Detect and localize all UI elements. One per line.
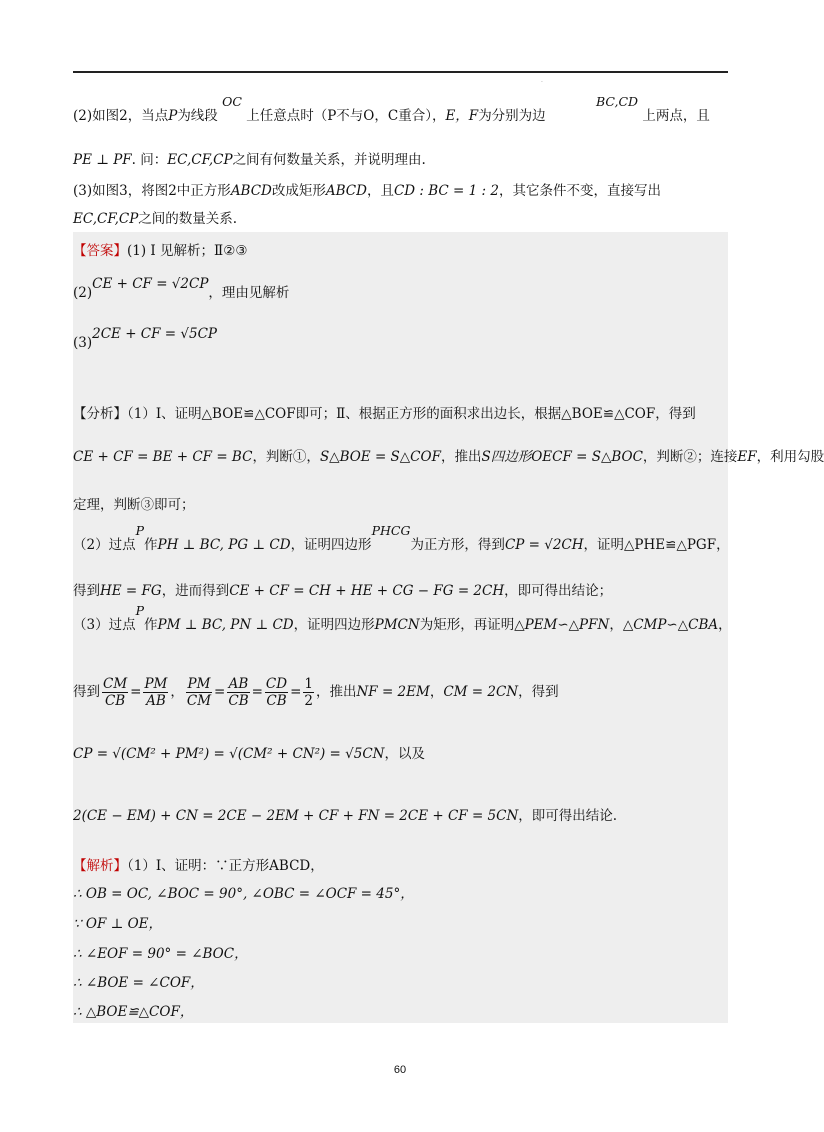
analysis-l5-eq1: HE = FG	[100, 583, 162, 599]
analysis-l9b: ，即可得出结论.	[518, 808, 618, 824]
q3-text4: ，其它条件不变，直接写出	[498, 183, 661, 199]
analysis-l1: （1）Ⅰ、证明△BOE≌△COF即可；Ⅱ、根据正方形的面积求出边长，根据△BOE≌△COF，得到	[127, 406, 696, 422]
analysis-l5e: ，即可得出结论；	[504, 583, 613, 599]
q2-line1	[73, 94, 710, 124]
analysis-l4e: ，证明四边形	[290, 537, 372, 553]
fraction-2: $\frac{PM}{AB}$	[144, 676, 168, 710]
q2-edges: BC,CD	[595, 94, 639, 109]
fraction-1: $\frac{CM}{CB}$	[103, 676, 128, 710]
q3-terms: EC,CF,CP	[73, 211, 139, 227]
answer-1: (1) Ⅰ 见解析；Ⅱ②③	[127, 243, 248, 259]
q3-text3: ，且	[366, 183, 394, 199]
analysis-l6a: （3）过点	[73, 617, 136, 633]
analysis-line8	[73, 746, 425, 762]
analysis-line9	[73, 808, 617, 824]
analysis-l6e: ，证明四边形	[293, 617, 375, 633]
analysis-l5a: 得到	[73, 583, 100, 599]
analysis-l7-eq2: CM = 2CN	[443, 684, 519, 701]
q2-condition: P不与O，C重合），	[327, 108, 446, 124]
q2-rest: 之间有何数量关系，并说明理由.	[232, 152, 426, 168]
analysis-l8b: ，以及	[384, 746, 425, 762]
solution-l1: （1）Ⅰ、证明：∵正方形ABCD，	[127, 858, 324, 874]
solution-l6: ∴ △BOE≌△COF，	[73, 1004, 194, 1020]
answer-3-eq: 2CE + CF = √5CP	[92, 326, 217, 342]
q2-text5: 上两点，且	[642, 108, 710, 124]
q3-line1	[73, 183, 661, 199]
solution-l2: ∴ OB = OC, ∠BOC = 90°, ∠OBC = ∠OCF = 45°，	[73, 886, 414, 902]
q3-line2	[73, 211, 237, 227]
analysis-line1	[73, 406, 696, 422]
answer-2-label: (2)	[73, 285, 93, 301]
analysis-l6-sim1: △PEM∽△PFN	[514, 617, 610, 633]
solution-line1	[73, 858, 324, 874]
analysis-l7e: ，得到	[518, 684, 559, 701]
analysis-l7-eq1: NF = 2EM	[356, 684, 430, 701]
q2-text: (2)如图2，当点	[73, 108, 169, 124]
analysis-l6c: 作	[144, 617, 158, 633]
q3-rect: ABCD	[325, 183, 367, 199]
q3-square: ABCD	[230, 183, 272, 199]
q2-line2	[73, 152, 426, 168]
answer-tag: 【答案】	[73, 243, 127, 259]
analysis-l5c: ，进而得到	[161, 583, 230, 599]
answer-2-eq: CE + CF = √2CP	[92, 276, 209, 292]
answer-2-tail: ，理由见解析	[208, 285, 290, 301]
analysis-line4	[73, 523, 730, 553]
analysis-l4-perp: PH ⊥ BC, PG ⊥ CD	[157, 537, 291, 553]
analysis-eq2: S△BOE = S△COF	[319, 449, 441, 465]
fraction-6: $\frac{1}{2}$	[304, 676, 313, 710]
analysis-t2: ，推出	[440, 449, 482, 465]
header-rule	[73, 71, 728, 73]
analysis-l5-eq2: CE + CF = CH + HE + CG − FG = 2CH	[229, 583, 505, 599]
analysis-l7a: 得到	[73, 684, 100, 701]
analysis-t1: ，判断①，	[252, 449, 320, 465]
page-number: 60	[393, 1064, 407, 1076]
q3-text5: 之间的数量关系.	[138, 211, 238, 227]
solution-l5: ∴ ∠BOE = ∠COF，	[73, 975, 204, 991]
analysis-l8-eq: CP = √(CM² + PM²) = √(CM² + CN²) = √5CN	[73, 746, 385, 762]
analysis-l4-quad: PHCG	[371, 523, 411, 538]
analysis-l4-eq: CP = √2CH	[504, 537, 584, 553]
analysis-tag: 【分析】	[73, 406, 127, 422]
analysis-eq1: CE + CF = BE + CF = BC	[73, 449, 253, 465]
analysis-l4-point: P	[135, 523, 145, 538]
analysis-line3	[73, 497, 195, 513]
solution-tag: 【解析】	[73, 858, 127, 874]
analysis-t3: ，判断②；连接	[642, 449, 738, 465]
q2-ask: . 问：	[131, 152, 168, 168]
analysis-l6g: 为矩形，再证明	[419, 617, 515, 633]
analysis-line2	[73, 449, 824, 465]
fraction-4: $\frac{AB}{CB}$	[228, 676, 249, 710]
analysis-l4a: （2）过点	[73, 537, 136, 553]
analysis-l7b: ，推出	[315, 684, 357, 701]
analysis-eq3: S四边形OECF = S△BOC	[481, 449, 643, 465]
answer-line3	[73, 326, 217, 351]
fraction-5: $\frac{CD}{CB}$	[265, 676, 288, 710]
analysis-l6-perp: PM ⊥ BC, PN ⊥ CD	[157, 617, 294, 633]
solution-l3: ∵ OF ⊥ OE，	[73, 916, 163, 932]
analysis-l6-sim2: △CMP∽△CBA	[622, 617, 719, 633]
q3-text: (3)如图3，将图2中正方形	[73, 183, 231, 199]
q2-perp: PE ⊥ PF	[73, 152, 132, 168]
analysis-line6	[73, 603, 732, 633]
q2-text3: 上任意点时（	[246, 108, 328, 124]
scan-dot: .	[541, 77, 543, 84]
q2-points: E，F	[445, 108, 479, 124]
analysis-line5	[73, 583, 612, 599]
analysis-l6i: ，	[609, 617, 623, 633]
analysis-ef: EF	[737, 449, 757, 465]
q3-text2: 改成矩形	[271, 183, 326, 199]
analysis-l4i: ，证明△PHE≌△PGF，	[583, 537, 730, 553]
q2-segment: OC	[222, 94, 242, 109]
q2-text2: 为线段	[177, 108, 218, 124]
analysis-l6k: ，	[718, 617, 732, 633]
analysis-l6-quad: PMCN	[374, 617, 420, 633]
analysis-line7: 得到 $\frac{CM}{CB}$ = $\frac{PM}{AB}$ ， $\frac{PM}{CM}$ = $\frac{AB}{CB}$ = $\frac{CD}{CB}$ = $\frac{1}{2}$ ，推出NF = 2EM，CM = 2CN，得到	[73, 676, 559, 710]
analysis-t4: ，利用勾股	[756, 449, 824, 465]
q2-point: P	[168, 108, 178, 124]
q3-ratio: CD : BC = 1 : 2	[393, 183, 499, 199]
analysis-l4g: 为正方形，得到	[410, 537, 505, 553]
analysis-l6-point: P	[135, 603, 145, 618]
answer-line1	[73, 243, 247, 259]
analysis-l3: 定理，判断③即可；	[73, 497, 195, 513]
solution-l4: ∴ ∠EOF = 90° = ∠BOC，	[73, 946, 248, 962]
answer-3-label: (3)	[73, 335, 93, 351]
fraction-3: $\frac{PM}{CM}$	[186, 676, 212, 710]
analysis-l4c: 作	[144, 537, 158, 553]
q2-text4: 为分别为边	[478, 108, 546, 124]
analysis-l9-eq: 2(CE − EM) + CN = 2CE − 2EM + CF + FN = 2CE + CF = 5CN	[73, 808, 519, 824]
answer-line2	[73, 276, 290, 301]
q2-terms: EC,CF,CP	[167, 152, 233, 168]
